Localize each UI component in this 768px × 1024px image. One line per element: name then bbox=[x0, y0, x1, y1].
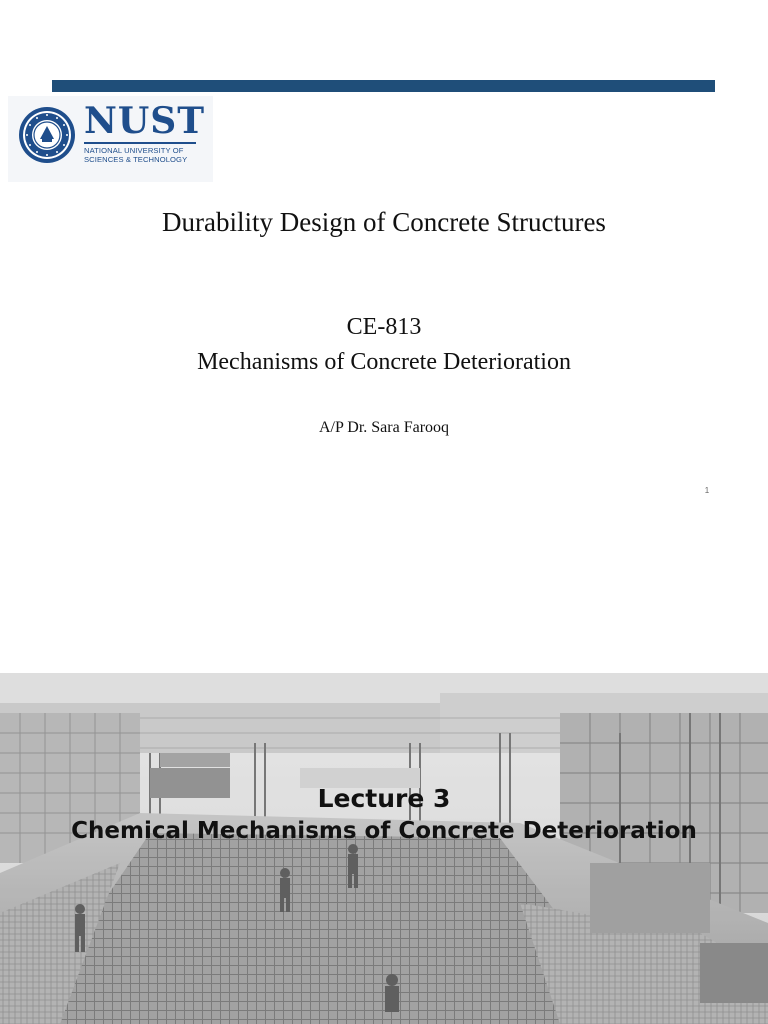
lecture-number: Lecture 3 bbox=[317, 784, 451, 813]
lecture-slide bbox=[0, 673, 768, 1024]
lecture-title: Chemical Mechanisms of Concrete Deterioration bbox=[71, 818, 697, 844]
page-number: 1 bbox=[704, 486, 710, 495]
course-name: Mechanisms of Concrete Deterioration bbox=[197, 349, 571, 375]
slide-title: Durability Design of Concrete Structures bbox=[162, 207, 606, 237]
university-seal-icon bbox=[18, 106, 76, 164]
course-code: CE-813 bbox=[346, 314, 422, 340]
accent-bar bbox=[52, 80, 715, 92]
logo-subtitle-line2: SCIENCES & TECHNOLOGY bbox=[84, 155, 188, 164]
construction-site-photo bbox=[0, 673, 768, 1024]
logo-divider bbox=[84, 142, 196, 144]
logo-wordmark: NUST bbox=[84, 100, 206, 142]
logo-subtitle bbox=[84, 146, 210, 164]
logo-subtitle-line1: NATIONAL UNIVERSITY OF bbox=[84, 146, 184, 155]
nust-logo bbox=[8, 96, 213, 182]
instructor-name: A/P Dr. Sara Farooq bbox=[318, 419, 450, 436]
